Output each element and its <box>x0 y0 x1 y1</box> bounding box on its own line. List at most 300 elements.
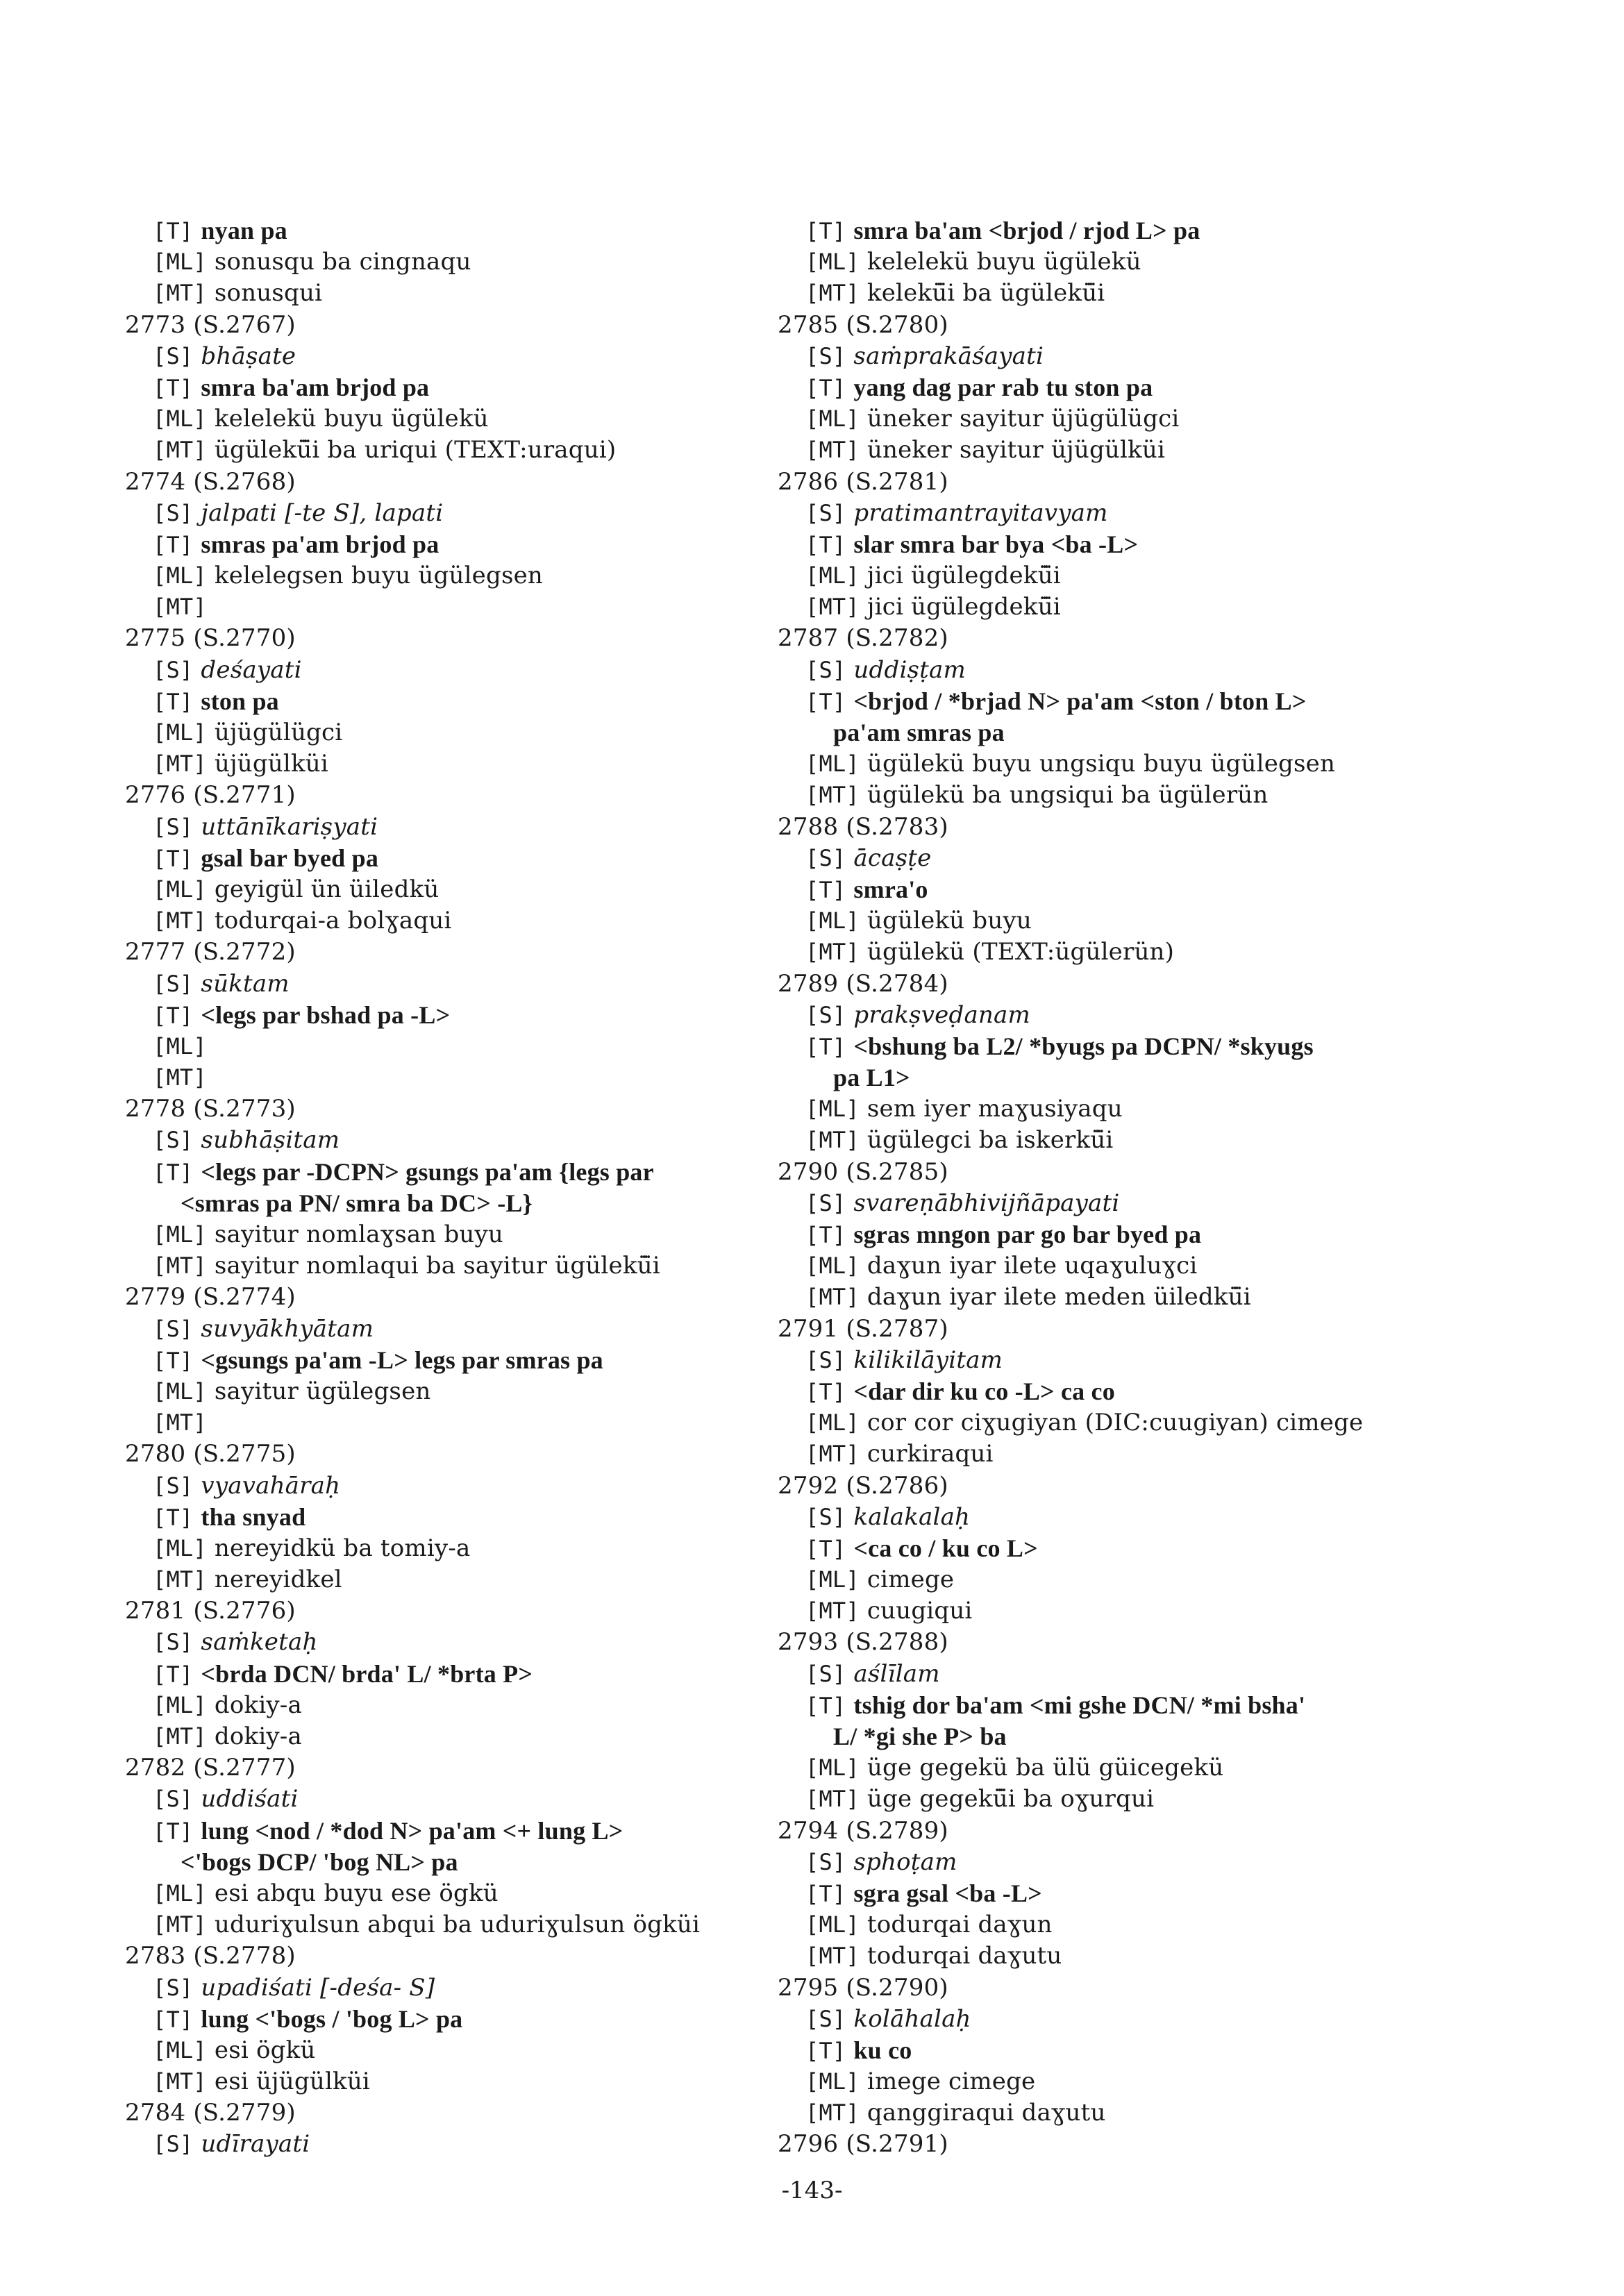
entry-number: 2786 (S.2781) <box>778 467 948 496</box>
field-value: vyavahāraḥ <box>201 1471 341 1500</box>
page-number: -143- <box>781 2177 843 2204</box>
field-line-ml <box>778 1752 1500 1784</box>
field-line-ml <box>125 874 750 905</box>
field-line-ml <box>125 246 750 278</box>
field-value: uttānīkariṣyati <box>201 812 378 841</box>
field-line-ml <box>125 1690 750 1721</box>
field-line-mt <box>125 1564 750 1595</box>
field-value: sayitur ügülegsen <box>214 1377 431 1405</box>
field-value: uddiṣṭam <box>853 655 966 684</box>
field-line-t <box>778 529 1500 560</box>
field-line-mt <box>125 592 750 623</box>
field-value: curkiraqui <box>867 1440 994 1468</box>
field-line-mt <box>778 780 1500 811</box>
field-value: pa'am smras pa <box>833 719 1005 746</box>
entry-number: 2792 (S.2786) <box>778 1471 948 1500</box>
field-line-ml <box>778 1250 1500 1282</box>
field-value: sonusqu ba cingnaqu <box>214 248 471 276</box>
field-label: [ML] <box>153 1032 207 1059</box>
field-label: [MT] <box>805 939 860 966</box>
field-line-t <box>125 2004 750 2035</box>
field-value: uddiśati <box>201 1785 299 1813</box>
field-line-s <box>778 1000 1500 1031</box>
field-line-ml <box>125 717 750 748</box>
field-label: [MT] <box>153 594 207 621</box>
field-line-t <box>125 1157 750 1188</box>
field-line-mt <box>125 1250 750 1282</box>
field-value: ügülekü ba ungsiqui ba ügülerün <box>867 781 1269 810</box>
field-value: esi ögkü <box>214 2036 316 2064</box>
field-value: esi üjügülküi <box>214 2068 370 2096</box>
entry-number: 2775 (S.2770) <box>125 624 296 653</box>
field-line-mt <box>778 1439 1500 1470</box>
field-line-ml <box>125 1878 750 1909</box>
field-label: [ML] <box>805 751 860 778</box>
field-value: <brda DCN/ brda' L/ *brta P> <box>201 1659 533 1688</box>
field-value: jici ügülegdekü̈i <box>867 562 1061 590</box>
field-line-s <box>778 843 1500 874</box>
field-label: [S] <box>153 656 194 683</box>
field-line-s <box>778 1847 1500 1878</box>
field-value: üneker sayitur üjügülküi <box>867 436 1166 464</box>
field-line-ml <box>125 560 750 592</box>
field-label: [T] <box>153 1661 194 1688</box>
field-value: ügülekü buyu <box>867 907 1032 935</box>
field-label: [MT] <box>805 1441 860 1468</box>
field-value: suvyākhyātam <box>201 1314 374 1343</box>
field-value: gsal bar byed pa <box>201 844 379 872</box>
field-value: smras pa'am brjod pa <box>201 530 440 558</box>
field-line-ml <box>778 1407 1500 1439</box>
field-line-s <box>125 969 750 1000</box>
right-column <box>778 215 1500 2161</box>
field-value: sayitur nomlaɣsan buyu <box>214 1221 504 1248</box>
field-value: <smras pa PN/ smra ba DC> -L} <box>181 1189 533 1217</box>
field-line-mt <box>778 1282 1500 1313</box>
entry-number: 2787 (S.2782) <box>778 624 948 653</box>
field-line-s <box>125 1784 750 1815</box>
field-value: kelelegsen buyu ügülegsen <box>214 562 544 590</box>
field-value: bhāṣate <box>201 342 296 370</box>
field-value: tha snyad <box>201 1502 306 1531</box>
field-label: [ML] <box>805 562 860 589</box>
field-value: saṁketaḥ <box>201 1628 318 1657</box>
field-line-mt <box>778 1595 1500 1627</box>
field-line-mt <box>778 1941 1500 1972</box>
field-label: [T] <box>805 374 846 401</box>
field-value: <legs par bshad pa -L> <box>201 1000 451 1029</box>
field-label: [S] <box>153 1629 194 1656</box>
field-line-ml <box>125 1031 750 1062</box>
field-line-t <box>125 1659 750 1690</box>
field-value: <dar dir ku co -L> ca co <box>853 1377 1115 1405</box>
field-label: [T] <box>153 2006 194 2033</box>
entry-number: 2790 (S.2785) <box>778 1157 948 1186</box>
field-value: <legs par -DCPN> gsungs pa'am {legs par <box>201 1157 654 1186</box>
field-label: [MT] <box>805 1598 860 1625</box>
field-line-s <box>778 1345 1500 1376</box>
field-line-s <box>125 498 750 529</box>
field-value: yang dag par rab tu ston pa <box>853 373 1153 401</box>
field-continuation <box>778 717 1500 748</box>
field-line-ml <box>125 2035 750 2066</box>
field-value: todurqai daɣun <box>867 1911 1053 1939</box>
entry-number: 2791 (S.2787) <box>778 1314 948 1343</box>
field-line-ml <box>778 403 1500 435</box>
field-value: sphoṭam <box>853 1847 957 1876</box>
field-line-mt <box>778 592 1500 623</box>
entry-number: 2776 (S.2771) <box>125 781 296 810</box>
field-value: üge gegekü ba ülü güicegekü <box>867 1754 1224 1782</box>
field-line-t <box>125 529 750 560</box>
field-value: qanggiraqui daɣutu <box>867 2099 1106 2127</box>
entry-number: 2788 (S.2783) <box>778 812 948 841</box>
field-label: [ML] <box>153 2036 207 2063</box>
field-label: [MT] <box>805 594 860 621</box>
field-value: lung <nod / *dod N> pa'am <+ lung L> <box>201 1816 623 1845</box>
field-label: [ML] <box>153 562 207 589</box>
field-label: [ML] <box>153 249 207 276</box>
field-value: pa L1> <box>833 1064 910 1092</box>
field-label: [MT] <box>153 1064 207 1091</box>
field-label: [T] <box>153 1347 194 1374</box>
field-value: subhāṣitam <box>201 1126 340 1155</box>
field-label: [S] <box>153 342 194 369</box>
field-line-mt <box>125 905 750 937</box>
field-line-t <box>778 874 1500 905</box>
field-label: [MT] <box>153 280 207 307</box>
field-value: kilikilāyitam <box>853 1346 1003 1374</box>
field-line-mt <box>778 1125 1500 1156</box>
field-value: dokiy-a <box>214 1691 302 1719</box>
field-value: kolāhalaḥ <box>853 2004 971 2033</box>
field-label: [T] <box>153 1159 194 1186</box>
field-value: ügülekü buyu ungsiqu buyu ügülegsen <box>867 750 1336 778</box>
field-label: [ML] <box>805 1409 860 1436</box>
field-label: [S] <box>805 342 846 369</box>
field-line-s <box>125 1627 750 1658</box>
entry-number: 2784 (S.2779) <box>125 2099 296 2127</box>
field-value: saṁprakāśayati <box>853 342 1044 370</box>
field-label: [ML] <box>153 1879 207 1907</box>
field-label: [S] <box>805 1001 846 1028</box>
field-line-mt <box>778 435 1500 466</box>
field-value: upadiśati [-deśa- S] <box>201 1973 435 2002</box>
field-value: slar smra bar bya <ba -L> <box>853 530 1139 558</box>
field-line-t <box>778 1690 1500 1721</box>
field-line-t <box>125 1816 750 1847</box>
field-value: lung <'bogs / 'bog L> pa <box>201 2004 463 2033</box>
field-value: <'bogs DCP/ 'bog NL> pa <box>181 1847 458 1876</box>
field-line-ml <box>778 905 1500 937</box>
field-continuation <box>125 1188 750 1219</box>
field-value: dokiy-a <box>214 1723 302 1750</box>
field-label: [S] <box>805 656 846 683</box>
field-value: nereyidkü ba tomiy-a <box>214 1534 471 1562</box>
field-label: [T] <box>153 218 194 244</box>
field-value: sonusqui <box>214 279 323 308</box>
entry-number: 2796 (S.2791) <box>778 2130 948 2159</box>
field-label: [ML] <box>805 405 860 433</box>
field-line-s <box>125 812 750 843</box>
field-label: [T] <box>805 1378 846 1405</box>
field-value: ācaṣṭe <box>853 844 932 872</box>
entry-number: 2781 (S.2776) <box>125 1597 296 1625</box>
field-label: [MT] <box>805 782 860 809</box>
field-line-s <box>778 655 1500 686</box>
entry-number: 2780 (S.2775) <box>125 1440 296 1468</box>
field-label: [MT] <box>805 437 860 464</box>
field-value: udīrayati <box>201 2130 310 2159</box>
field-line-t <box>125 1502 750 1533</box>
field-label: [T] <box>805 1880 846 1907</box>
field-label: [S] <box>805 499 846 526</box>
field-label: [MT] <box>153 751 207 778</box>
field-line-s <box>125 341 750 372</box>
field-label: [S] <box>153 1315 194 1342</box>
field-line-t <box>125 1345 750 1376</box>
field-line-mt <box>125 1721 750 1752</box>
field-line-ml <box>125 403 750 435</box>
field-label: [MT] <box>153 1723 207 1750</box>
entry-number: 2783 (S.2778) <box>125 1942 296 1970</box>
field-line-s <box>125 1314 750 1345</box>
field-line-mt <box>125 1407 750 1439</box>
entry-number: 2795 (S.2790) <box>778 1973 948 2002</box>
field-label: [S] <box>153 1472 194 1499</box>
field-label: [S] <box>153 1786 194 1813</box>
field-value: <ca co / ku co L> <box>853 1534 1038 1562</box>
field-label: [ML] <box>153 1691 207 1718</box>
field-line-t <box>778 1031 1500 1062</box>
field-label: [MT] <box>805 1127 860 1154</box>
field-label: [T] <box>805 1692 846 1719</box>
field-line-ml <box>125 1219 750 1250</box>
entry-number: 2773 (S.2767) <box>125 310 296 339</box>
field-value: <bshung ba L2/ *byugs pa DCPN/ *skyugs <box>853 1032 1314 1060</box>
field-continuation <box>778 1062 1500 1093</box>
field-value: uduriɣulsun abqui ba uduriɣulsun ögküi <box>214 1911 701 1939</box>
field-label: [ML] <box>153 1534 207 1561</box>
field-line-mt <box>125 1909 750 1941</box>
field-value: daɣun iyar ilete uqaɣuluɣci <box>867 1252 1198 1280</box>
field-line-s <box>778 2004 1500 2035</box>
field-value: nereyidkel <box>214 1566 342 1594</box>
field-label: [MT] <box>805 2100 860 2127</box>
entry-number: 2793 (S.2788) <box>778 1628 948 1657</box>
field-label: [T] <box>153 374 194 401</box>
field-label: [S] <box>805 1503 846 1530</box>
field-value: pratimantrayitavyam <box>853 498 1108 527</box>
field-value: deśayati <box>201 655 302 684</box>
field-line-t <box>125 1000 750 1031</box>
field-label: [ML] <box>805 1566 860 1593</box>
field-value: prakṣveḍanam <box>853 1000 1030 1029</box>
field-line-mt <box>125 748 750 780</box>
field-line-t <box>778 686 1500 717</box>
field-value: nyan pa <box>201 217 287 244</box>
field-label: [MT] <box>153 907 207 935</box>
field-line-mt <box>778 1784 1500 1815</box>
field-label: [ML] <box>805 1096 860 1123</box>
field-value: cuugiqui <box>867 1597 973 1625</box>
field-label: [T] <box>153 531 194 558</box>
field-label: [S] <box>805 2005 846 2032</box>
field-label: [S] <box>153 1974 194 2001</box>
entry-number: 2794 (S.2789) <box>778 1816 948 1845</box>
field-line-t <box>778 1533 1500 1564</box>
field-value: sayitur nomlaqui ba sayitur ügülekü̈i <box>214 1252 660 1280</box>
field-line-s <box>778 1659 1500 1690</box>
field-value: svareṇābhivijñāpayati <box>853 1189 1120 1217</box>
field-value: sgra gsal <ba -L> <box>853 1879 1042 1907</box>
field-line-t <box>778 1219 1500 1250</box>
field-label: [ML] <box>153 405 207 433</box>
field-label: [T] <box>805 218 846 244</box>
field-value: üneker sayitur üjügülügci <box>867 405 1180 433</box>
field-value: aślīlam <box>853 1659 940 1688</box>
field-line-s <box>778 1188 1500 1219</box>
field-label: [ML] <box>153 719 207 746</box>
entry-number: 2782 (S.2777) <box>125 1754 296 1782</box>
field-line-mt <box>125 2066 750 2097</box>
entry-number: 2774 (S.2768) <box>125 467 296 496</box>
field-line-ml <box>778 246 1500 278</box>
field-line-ml <box>778 1564 1500 1595</box>
field-line-ml <box>778 2066 1500 2097</box>
field-value: tshig dor ba'am <mi gshe DCN/ *mi bsha' <box>853 1691 1306 1719</box>
field-label: [MT] <box>153 1409 207 1436</box>
field-label: [T] <box>805 1033 846 1060</box>
left-column <box>125 215 750 2161</box>
field-label: [T] <box>153 1818 194 1845</box>
field-label: [ML] <box>805 249 860 276</box>
field-line-s <box>778 498 1500 529</box>
field-label: [ML] <box>805 1754 860 1782</box>
field-line-ml <box>125 1376 750 1407</box>
field-line-t <box>125 686 750 717</box>
field-label: [S] <box>805 1660 846 1687</box>
field-line-t <box>125 843 750 874</box>
field-label: [ML] <box>805 2068 860 2095</box>
field-label: [S] <box>805 1189 846 1216</box>
field-value: jalpati [-te S], lapati <box>201 498 444 527</box>
field-label: [MT] <box>805 280 860 307</box>
field-label: [S] <box>805 1346 846 1373</box>
field-label: [MT] <box>153 437 207 464</box>
field-value: smra ba'am brjod pa <box>201 373 430 401</box>
field-value: esi abqu buyu ese ögkü <box>214 1879 499 1907</box>
field-line-t <box>778 215 1500 246</box>
field-label: [ML] <box>805 1911 860 1938</box>
field-line-ml <box>778 748 1500 780</box>
field-line-mt <box>778 937 1500 968</box>
field-line-mt <box>125 1062 750 1093</box>
field-value: smra ba'am <brjod / rjod L> pa <box>853 217 1200 244</box>
field-value: cor cor ciɣugiyan (DIC:cuugiyan) cimege <box>867 1409 1364 1437</box>
field-value: L/ *gi she P> ba <box>833 1723 1007 1750</box>
field-value: sgras mngon par go bar byed pa <box>853 1221 1202 1248</box>
field-value: ston pa <box>201 687 279 715</box>
field-label: [T] <box>805 688 846 715</box>
field-label: [S] <box>805 1848 846 1875</box>
field-label: [S] <box>153 813 194 840</box>
entry-number: 2779 (S.2774) <box>125 1283 296 1312</box>
field-line-t <box>778 1878 1500 1909</box>
field-value: kalakalaḥ <box>853 1502 971 1531</box>
field-label: [S] <box>805 844 846 871</box>
field-label: [T] <box>153 1002 194 1029</box>
field-label: [ML] <box>805 907 860 935</box>
field-value: <gsungs pa'am -L> legs par smras pa <box>201 1346 603 1374</box>
field-label: [T] <box>153 688 194 715</box>
field-label: [S] <box>153 970 194 997</box>
field-line-t <box>778 372 1500 403</box>
field-label: [MT] <box>153 1566 207 1593</box>
field-label: [S] <box>153 499 194 526</box>
field-value: kelelekü buyu ügülekü <box>214 405 489 433</box>
field-label: [MT] <box>805 1943 860 1970</box>
field-line-mt <box>125 435 750 466</box>
entry-number: 2777 (S.2772) <box>125 938 296 966</box>
field-line-s <box>125 1125 750 1156</box>
field-value: ügülekü (TEXT:ügülerün) <box>867 938 1175 966</box>
field-line-ml <box>778 560 1500 592</box>
field-label: [MT] <box>153 2068 207 2095</box>
field-value: imege cimege <box>867 2068 1036 2096</box>
field-value: ügülegci ba iskerkü̈i <box>867 1126 1114 1155</box>
field-label: [T] <box>153 845 194 872</box>
field-label: [T] <box>805 531 846 558</box>
field-line-mt <box>778 278 1500 309</box>
field-label: [T] <box>153 1504 194 1531</box>
field-line-s <box>125 1470 750 1502</box>
field-label: [MT] <box>153 1252 207 1280</box>
field-line-ml <box>778 1909 1500 1941</box>
field-label: [ML] <box>805 1252 860 1280</box>
field-value: todurqai daɣutu <box>867 1942 1062 1970</box>
field-value: cimege <box>867 1566 955 1594</box>
entry-number: 2778 (S.2773) <box>125 1095 296 1123</box>
field-line-s <box>125 655 750 686</box>
field-value: smra'o <box>853 875 928 903</box>
field-line-ml <box>778 1093 1500 1125</box>
field-label: [S] <box>153 2131 194 2158</box>
field-value: jici ügülegdekü̈i <box>867 593 1061 621</box>
field-continuation <box>125 1847 750 1878</box>
field-value: sūktam <box>201 969 290 998</box>
field-line-t <box>125 215 750 246</box>
field-line-s <box>778 1502 1500 1533</box>
field-label: [MT] <box>805 1284 860 1311</box>
field-label: [T] <box>805 2037 846 2064</box>
field-value: ügülekü̈i ba uriqui (TEXT:uraqui) <box>214 436 617 464</box>
field-line-s <box>125 2129 750 2160</box>
field-label: [MT] <box>805 1786 860 1813</box>
field-value: ku co <box>853 2036 912 2064</box>
field-value: üge gegekü̈i ba oɣurqui <box>867 1785 1155 1813</box>
field-value: üjügülügci <box>214 719 343 746</box>
field-label: [ML] <box>153 1221 207 1248</box>
field-label: [ML] <box>153 875 207 903</box>
field-value: geyigül ün üiledkü <box>214 875 440 903</box>
entry-number: 2785 (S.2780) <box>778 310 948 339</box>
field-line-t <box>778 1376 1500 1407</box>
field-label: [MT] <box>153 1911 207 1938</box>
field-line-t <box>125 372 750 403</box>
field-value: daɣun iyar ilete meden üiledkü̈i <box>867 1283 1251 1312</box>
field-value: todurqai-a bolɣaqui <box>214 907 452 935</box>
